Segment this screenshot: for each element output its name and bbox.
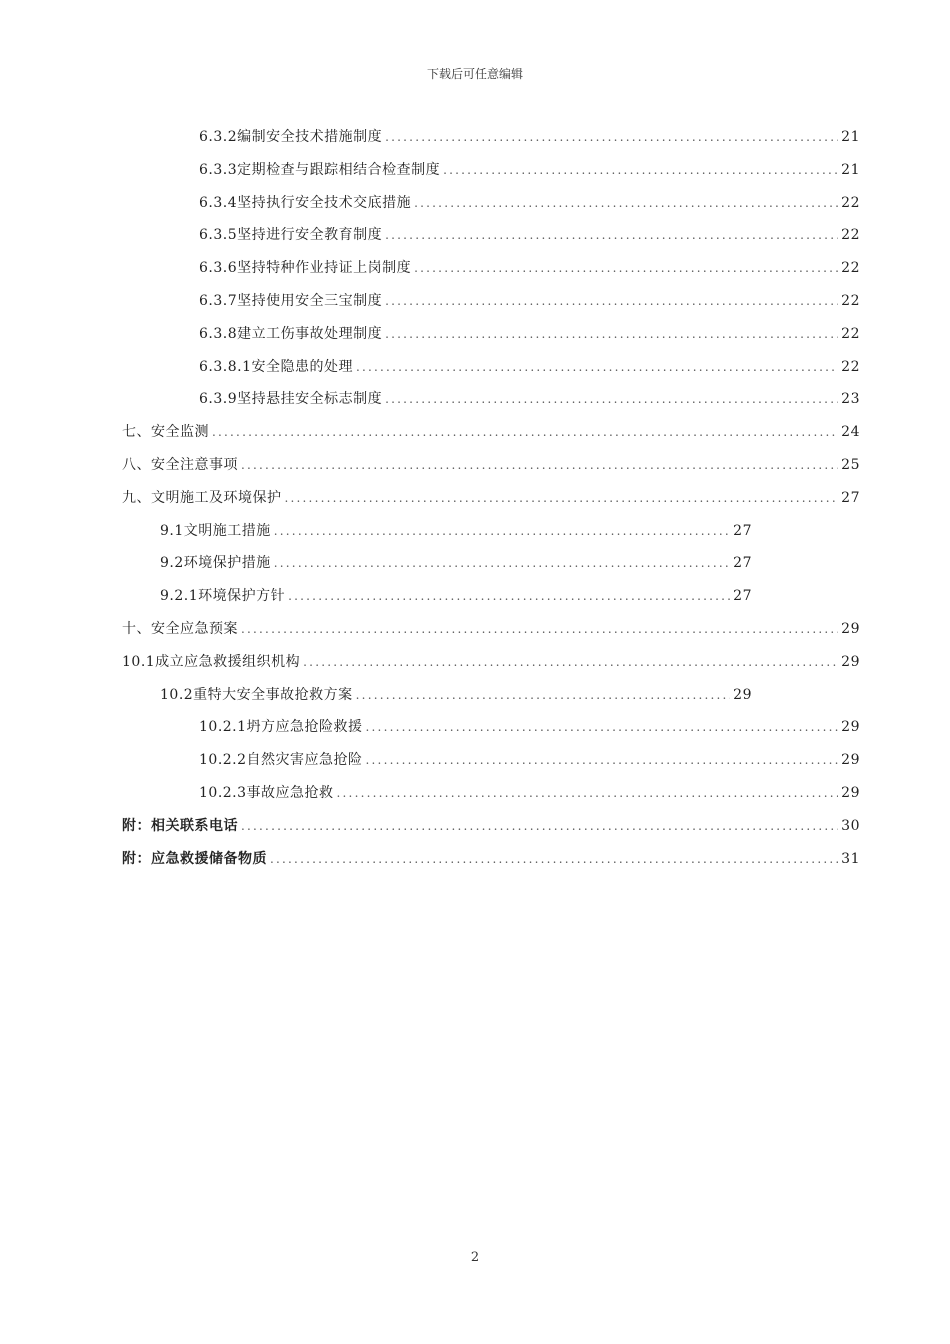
toc-entry-title: 七、安全监测 (122, 424, 209, 441)
toc-entry-page: 23 (841, 391, 860, 408)
toc-entry[interactable] (199, 746, 860, 774)
toc-entry-page: 29 (841, 653, 860, 670)
toc-entry[interactable] (199, 713, 860, 741)
toc-dot-leader (212, 418, 838, 446)
toc-entry[interactable] (199, 320, 860, 348)
toc-entry-page: 27 (841, 489, 860, 506)
toc-dot-leader (241, 451, 838, 479)
toc-entry-page: 22 (841, 260, 860, 277)
toc-entry-title: 八、安全注意事项 (122, 457, 238, 473)
toc-entry-page: 21 (841, 161, 860, 178)
page-number: 2 (470, 1250, 480, 1265)
toc-entry[interactable] (122, 451, 860, 479)
toc-entry[interactable] (122, 484, 860, 512)
toc-dot-leader (270, 845, 838, 873)
toc-entry[interactable] (199, 353, 860, 381)
toc-entry-page: 31 (841, 850, 860, 867)
toc-entry-title: 10.2.2自然灾害应急抢险 (199, 752, 363, 769)
toc-entry[interactable] (122, 648, 860, 676)
toc-entry-page: 29 (733, 686, 752, 703)
toc-entry[interactable] (199, 189, 860, 217)
toc-entry[interactable] (199, 779, 860, 807)
toc-dot-leader (366, 746, 839, 774)
toc-entry-page: 27 (733, 588, 752, 605)
toc-entry[interactable] (122, 812, 860, 840)
toc-entry-page: 29 (841, 752, 860, 769)
toc-entry[interactable] (122, 418, 860, 446)
toc-dot-leader (385, 123, 838, 151)
toc-entry-title: 6.3.8建立工伤事故处理制度 (199, 325, 383, 342)
toc-entry-title: 10.2.1坍方应急抢险救援 (199, 719, 363, 736)
toc-dot-leader (337, 779, 839, 807)
toc-entry-title: 6.3.6坚持特种作业持证上岗制度 (199, 260, 412, 277)
toc-dot-leader (414, 189, 838, 217)
toc-entry[interactable] (199, 123, 860, 151)
toc-entry-page: 27 (733, 522, 752, 539)
toc-dot-leader (303, 648, 838, 676)
toc-entry[interactable] (199, 254, 860, 282)
toc-entry[interactable] (122, 615, 860, 643)
toc-entry-title: 6.3.7坚持使用安全三宝制度 (199, 293, 383, 309)
toc-entry-page: 22 (841, 325, 860, 342)
toc-entry-page: 22 (841, 358, 860, 375)
toc-entry-title: 九、文明施工及环境保护 (122, 489, 282, 506)
toc-entry-title: 6.3.9坚持悬挂安全标志制度 (199, 391, 383, 408)
toc-entry-page: 22 (841, 293, 860, 309)
toc-entry[interactable] (199, 156, 860, 184)
toc-entry-page: 29 (841, 621, 860, 637)
toc-entry-title: 附：应急救援储备物质 (122, 850, 267, 867)
toc-entry-page: 24 (841, 424, 860, 441)
toc-dot-leader (366, 713, 839, 741)
toc-entry-page: 29 (841, 719, 860, 736)
toc-entry-page: 22 (841, 227, 860, 244)
toc-entry-title: 6.3.5坚持进行安全教育制度 (199, 227, 383, 244)
toc-entry-title: 10.1成立应急救援组织机构 (122, 653, 301, 670)
toc-dot-leader (385, 287, 838, 315)
toc-entry-page: 29 (841, 785, 860, 801)
toc-entry-title: 附：相关联系电话 (122, 817, 238, 834)
toc-dot-leader (274, 549, 730, 577)
toc-entry[interactable] (199, 385, 860, 413)
toc-entry-title: 6.3.2编制安全技术措施制度 (199, 129, 383, 145)
toc-entry-title: 6.3.3定期检查与跟踪相结合检查制度 (199, 161, 441, 178)
toc-entry[interactable] (160, 549, 752, 577)
toc-dot-leader (385, 320, 838, 348)
toc-dot-leader (274, 517, 730, 545)
page-header: 下载后可任意编辑 (426, 67, 523, 81)
toc-dot-leader (414, 254, 838, 282)
toc-entry-title: 10.2重特大安全事故抢救方案 (160, 686, 353, 703)
toc-entry-page: 22 (841, 194, 860, 211)
toc-dot-leader (241, 615, 838, 643)
toc-dot-leader (443, 156, 838, 184)
toc-entry-title: 6.3.4坚持执行安全技术交底措施 (199, 194, 412, 211)
toc-entry-page: 30 (841, 817, 860, 834)
toc-entry[interactable] (160, 681, 752, 709)
toc-entry[interactable] (122, 845, 860, 873)
toc-entry-title: 10.2.3事故应急抢救 (199, 785, 334, 801)
toc-dot-leader (385, 221, 838, 249)
toc-dot-leader (288, 582, 730, 610)
toc-dot-leader (356, 353, 838, 381)
toc-entry-title: 9.2环境保护措施 (160, 555, 271, 572)
toc-entry[interactable] (160, 582, 752, 610)
toc-entry-title: 6.3.8.1安全隐患的处理 (199, 358, 353, 375)
toc-entry-title: 十、安全应急预案 (122, 621, 238, 637)
toc-dot-leader (285, 484, 839, 512)
toc-entry-title: 9.2.1环境保护方针 (160, 588, 286, 605)
toc-entry-page: 21 (841, 129, 860, 145)
toc-entry[interactable] (160, 517, 752, 545)
toc-entry-page: 27 (733, 555, 752, 572)
toc-entry-page: 25 (841, 457, 860, 473)
toc-dot-leader (356, 681, 731, 709)
toc-dot-leader (241, 812, 838, 840)
toc-entry[interactable] (199, 221, 860, 249)
toc-dot-leader (385, 385, 838, 413)
toc-entry[interactable] (199, 287, 860, 315)
toc-entry-title: 9.1文明施工措施 (160, 522, 271, 539)
